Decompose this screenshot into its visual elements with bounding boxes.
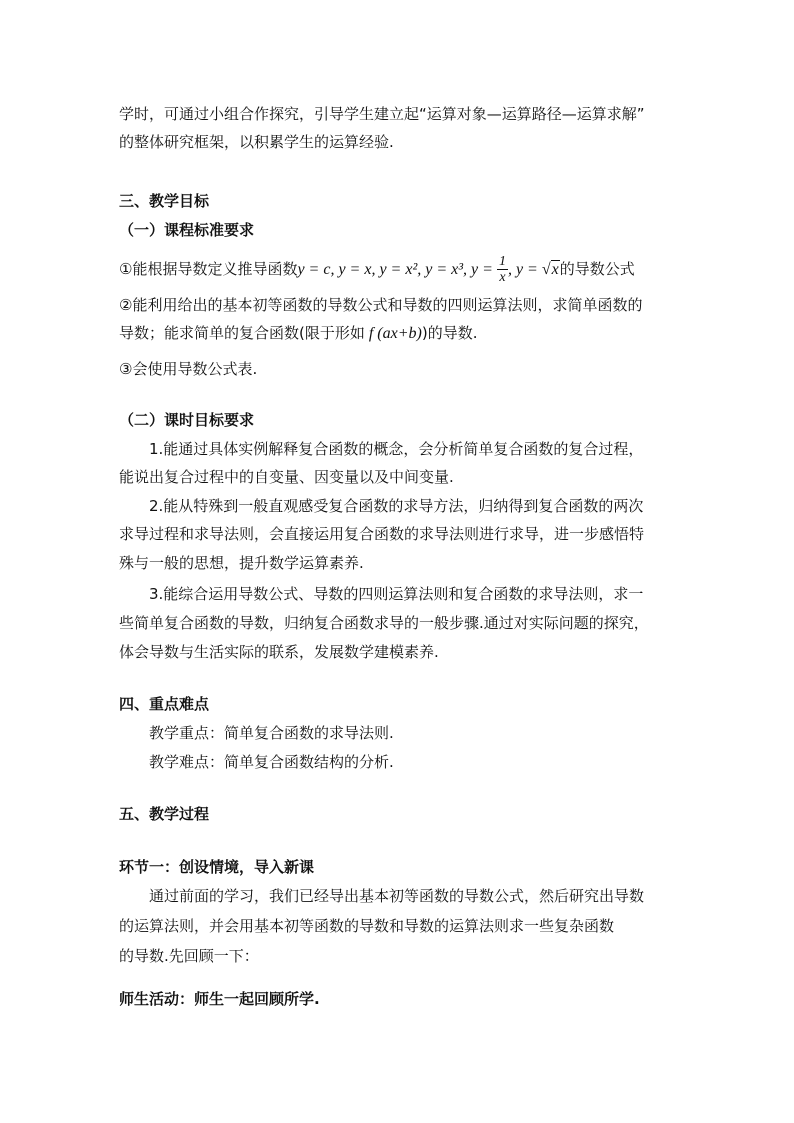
teaching-focus: 教学重点：简单复合函数的求导法则. bbox=[149, 724, 394, 742]
goal-p2-line-3: 殊与一般的思想，提升数学运算素养. bbox=[119, 554, 364, 572]
goal-item-2-prefix: 导数；能求简单的复合函数(限于形如 bbox=[119, 324, 365, 342]
step-1-line-3: 的导数.先回顾一下： bbox=[119, 947, 259, 965]
fraction-denominator: x bbox=[499, 270, 506, 285]
goal-p2-line-2: 求导过程和求导法则，会直接运用复合函数的求导法则进行求导，进一步感悟特 bbox=[119, 525, 645, 543]
goal-p1-line-1: 1.能通过具体实例解释复合函数的概念，会分析简单复合函数的复合过程， bbox=[149, 440, 644, 458]
fraction-numerator: 1 bbox=[498, 254, 506, 269]
goal-item-3: ③会使用导数公式表. bbox=[119, 360, 258, 378]
step-1-title: 环节一：创设情境，导入新课 bbox=[119, 858, 315, 876]
formula-list: y = c, y = x, y = x², y = x³, y = bbox=[297, 261, 497, 278]
goal-item-1 bbox=[119, 254, 635, 285]
section-5-title: 五、教学过程 bbox=[119, 805, 210, 823]
goal-item-1-prefix: ①能根据导数定义推导函数 bbox=[119, 260, 298, 278]
section-3-title: 三、教学目标 bbox=[119, 192, 210, 210]
step-1-line-1: 通过前面的学习，我们已经导出基本初等函数的导数公式，然后研究出导数 bbox=[149, 887, 645, 905]
sqrt-radicand: x bbox=[551, 261, 559, 278]
sqrt-x: √x bbox=[541, 261, 559, 278]
intro-line-1: 学时，可通过小组合作探究，引导学生建立起“运算对象—运算路径—运算求解” bbox=[119, 105, 645, 123]
intro-line-2: 的整体研究框架，以积累学生的运算经验. bbox=[119, 133, 394, 151]
subsection-1-title: （一）课程标准要求 bbox=[119, 221, 255, 239]
composite-formula: f (ax+b) bbox=[364, 325, 422, 342]
goal-p3-line-2: 些简单复合函数的导数，归纳复合函数求导的一般步骤.通过对实际问题的探究， bbox=[119, 614, 649, 632]
goal-p2-line-1: 2.能从特殊到一般直观感受复合函数的求导方法，归纳得到复合函数的两次 bbox=[149, 497, 644, 515]
goal-item-2-suffix: )的导数. bbox=[421, 324, 478, 342]
goal-item-2-line-1: ②能利用给出的基本初等函数的导数公式和导数的四则运算法则，求简单函数的 bbox=[119, 296, 643, 314]
goal-item-2-line-2 bbox=[119, 322, 477, 345]
teacher-student-activity: 师生活动：师生一起回顾所学. bbox=[119, 990, 320, 1008]
goal-p3-line-3: 体会导数与生活实际的联系，发展数学建模素养. bbox=[119, 643, 439, 661]
step-1-line-2: 的运算法则，并会用基本初等函数的导数和导数的运算法则求一些复杂函数 bbox=[119, 917, 615, 935]
formula-sqrt-prefix: , y = bbox=[507, 261, 542, 278]
section-4-title: 四、重点难点 bbox=[119, 695, 210, 713]
goal-item-1-suffix: 的导数公式 bbox=[559, 260, 635, 278]
goal-p1-line-2: 能说出复合过程中的自变量、因变量以及中间变量. bbox=[119, 468, 454, 486]
teaching-difficulty: 教学难点：简单复合函数结构的分析. bbox=[149, 753, 394, 771]
goal-p3-line-1: 3.能综合运用导数公式、导数的四则运算法则和复合函数的求导法则，求一 bbox=[149, 585, 644, 603]
subsection-2-title: （二）课时目标要求 bbox=[119, 411, 255, 429]
fraction-1-over-x bbox=[497, 254, 508, 285]
